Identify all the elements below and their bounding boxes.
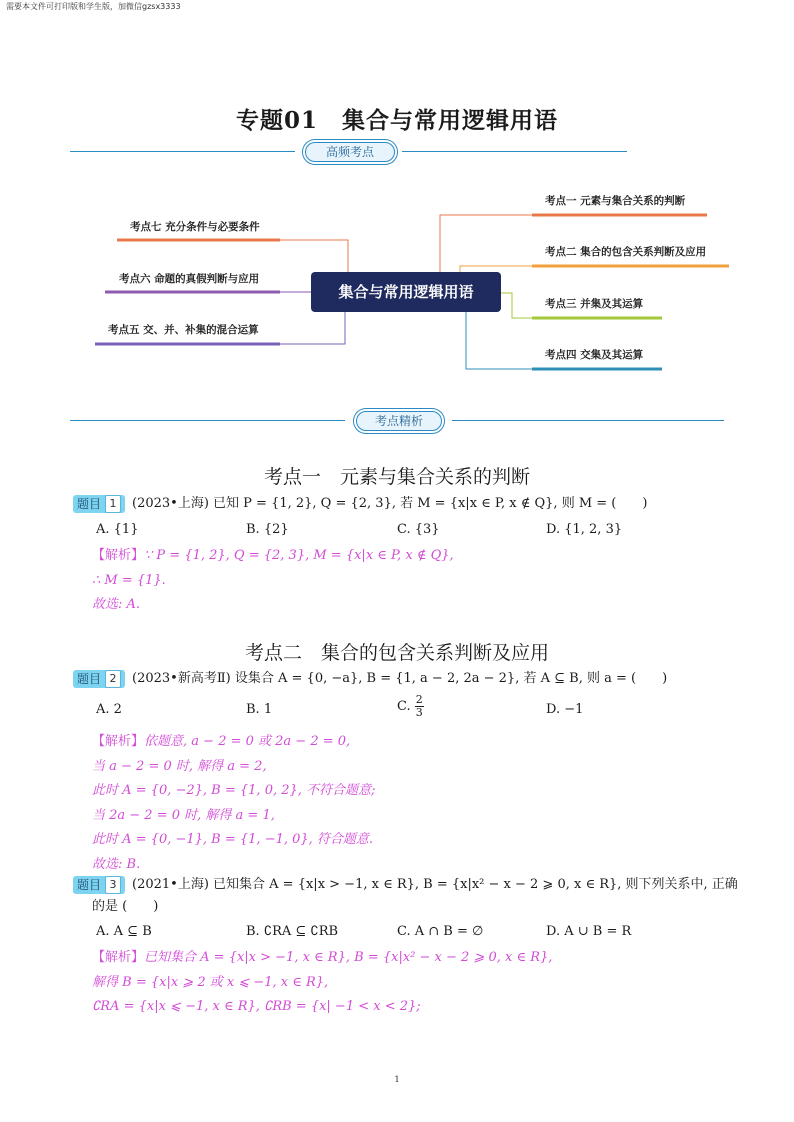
q1-option-c: C. {3} — [397, 522, 440, 537]
q2-option-c — [397, 694, 424, 719]
q3-option-a: A. A ⊆ B — [96, 924, 152, 939]
analysis-line: 故选: A. — [92, 597, 141, 612]
question-2-stem: (2023•新高考Ⅱ) 设集合 A = {0, −a}, B = {1, a − 2, 2a − 2}, 若 A ⊆ B, 则 a = ( ) — [132, 671, 668, 686]
connector-right-4 — [466, 312, 532, 369]
analysis-line: 依题意, a − 2 = 0 或 2a − 2 = 0, — [144, 734, 351, 749]
analysis-tag: 【解析】 — [92, 734, 145, 749]
connector-left-5 — [280, 312, 345, 344]
question-number: 1 — [105, 495, 121, 513]
q3-option-c: C. A ∩ B = ∅ — [397, 924, 484, 939]
banner2-line-left — [70, 420, 345, 421]
question-number: 2 — [105, 670, 121, 688]
mindmap-node-3: 考点三 并集及其运算 — [545, 298, 644, 310]
banner-analysis: 考点精析 — [356, 411, 442, 431]
banner-high-frequency: 高频考点 — [305, 142, 395, 162]
question-number: 3 — [105, 876, 121, 894]
option-letter: C. — [397, 699, 411, 714]
q3-analysis — [92, 946, 552, 1020]
mindmap-center: 集合与常用逻辑用语 — [311, 272, 501, 312]
q2-option-a: A. 2 — [96, 702, 122, 717]
q2-analysis — [92, 730, 375, 877]
analysis-line: ∵ P = {1, 2}, Q = {2, 3}, M = {x|x ∈ P, x ∉ Q}, — [144, 548, 454, 563]
analysis-line: 此时 A = {0, −2}, B = {1, 0, 2}, 不符合题意; — [92, 783, 376, 798]
watermark-text: 需要本文件可打印版和学生版，加微信gzsx3333 — [6, 2, 181, 11]
analysis-line: 此时 A = {0, −1}, B = {1, −1, 0}, 符合题意. — [92, 832, 374, 847]
section-heading-1: 考点一 元素与集合关系的判断 — [263, 466, 530, 488]
question-3-stem: (2021•上海) 已知集合 A = {x|x > −1, x ∈ R}, B = {x|x² − x − 2 ⩾ 0, x ∈ R}, 则下列关系中, 正确 — [132, 877, 738, 892]
question-badge-label: 题目 — [77, 497, 102, 511]
analysis-line: ∴ M = {1}. — [92, 572, 166, 588]
mindmap-node-2: 考点二 集合的包含关系判断及应用 — [545, 246, 707, 258]
fraction-denominator: 3 — [415, 706, 423, 719]
question-3-stem-cont: 的是 ( ) — [92, 899, 159, 914]
analysis-tag: 【解析】 — [92, 950, 145, 965]
banner2-line-right — [452, 420, 724, 421]
mindmap-node-7: 考点七 充分条件与必要条件 — [130, 221, 260, 233]
connector-right-3 — [501, 293, 532, 318]
fraction — [415, 694, 424, 719]
mindmap-node-6: 考点六 命题的真假判断与应用 — [119, 273, 260, 285]
connector-left-7 — [280, 240, 348, 272]
question-1-stem: (2023•上海) 已知 P = {1, 2}, Q = {2, 3}, 若 M = {x|x ∈ P, x ∉ Q}, 则 M = ( ) — [132, 496, 648, 511]
q3-option-d: D. A ∪ B = R — [546, 924, 632, 939]
mindmap-node-1: 考点一 元素与集合关系的判断 — [545, 195, 686, 207]
q3-option-b: B. ∁RA ⊆ ∁RB — [246, 924, 339, 939]
page-number: 1 — [394, 1075, 400, 1084]
analysis-line: 已知集合 A = {x|x > −1, x ∈ R}, B = {x|x² − x − 2 ⩾ 0, x ∈ R}, — [144, 950, 553, 965]
analysis-tag: 【解析】 — [92, 548, 145, 563]
q1-option-b: B. {2} — [246, 522, 289, 537]
analysis-line: 当 a − 2 = 0 时, 解得 a = 2, — [92, 758, 267, 774]
q1-option-a: A. {1} — [96, 522, 139, 537]
q1-option-d: D. {1, 2, 3} — [546, 522, 623, 537]
mindmap-node-5: 考点五 交、并、补集的混合运算 — [108, 324, 259, 336]
q2-option-d: D. −1 — [546, 702, 584, 717]
q2-option-b: B. 1 — [246, 702, 273, 717]
mindmap-node-4: 考点四 交集及其运算 — [545, 349, 644, 361]
analysis-line: 故选: B. — [92, 856, 141, 872]
section-heading-2: 考点二 集合的包含关系判断及应用 — [244, 642, 549, 664]
banner-line-left — [70, 151, 295, 152]
fraction-numerator: 2 — [415, 693, 423, 706]
connector-right-1 — [440, 215, 532, 276]
question-badge-label: 题目 — [77, 878, 102, 892]
question-badge-label: 题目 — [77, 672, 102, 686]
question-badge-2 — [73, 670, 125, 688]
analysis-line: 解得 B = {x|x ⩾ 2 或 x ⩽ −1, x ∈ R}, — [92, 974, 329, 990]
question-badge-1 — [73, 495, 125, 513]
banner-line-right — [402, 151, 627, 152]
q1-analysis — [92, 544, 454, 618]
page-title: 专题01 集合与常用逻辑用语 — [235, 107, 558, 134]
analysis-line: 当 2a − 2 = 0 时, 解得 a = 1, — [92, 807, 275, 823]
analysis-line: ∁RA = {x|x ⩽ −1, x ∈ R}, ∁RB = {x| −1 < x < 2}; — [92, 999, 421, 1014]
question-badge-3 — [73, 876, 125, 894]
